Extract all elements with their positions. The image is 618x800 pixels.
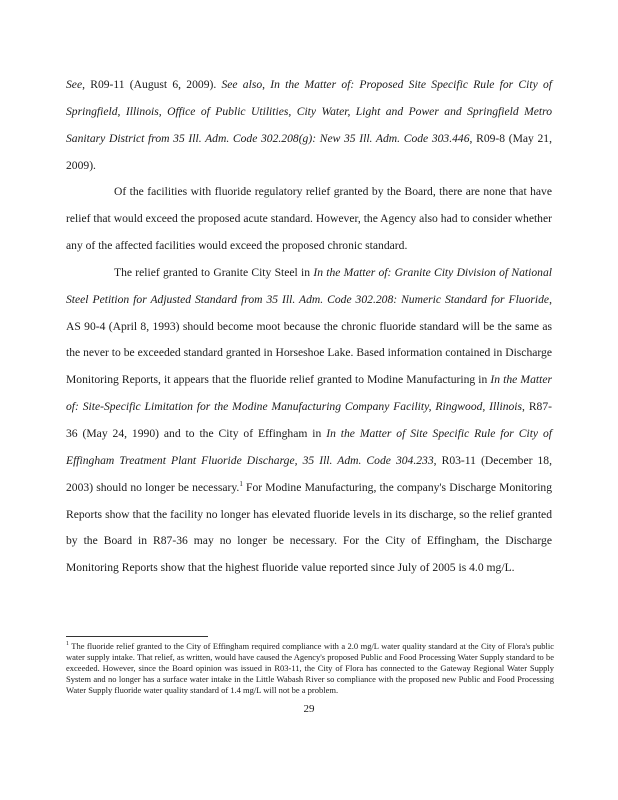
page-number: 29 (303, 703, 315, 715)
footnote (66, 641, 554, 696)
body-text (66, 72, 552, 582)
footnote-marker: 1 (66, 641, 69, 648)
footnote-text: The fluoride relief granted to the City of Effingham required compliance with a 2.0 mg/L water quality standard at the City of Flora's public water supply intake. That relief, as written, would have caused the Agency's proposed Public and Food Processing Water Supply standard to be exceeded. However, since the Board opinion was issued in R03-11, the City of Flora has connected to the Gateway Regional Water Supply System and no longer has a surface water intake in the Little Wabash River so compliance with the proposed new Public and Food Processing Water Supply fluoride water quality standard of 1.4 mg/L will not be a problem. (66, 641, 554, 695)
footnote-divider (66, 636, 208, 637)
paragraph-citation: See, R09-11 (August 6, 2009). See also, In the Matter of: Proposed Site Specific Rule for City of Springfield, Illinois, Office of Public Utilities, City Water, Light and Power and Springfield Metro Sanitary District from 35 Ill. Adm. Code 302.208(g): New 35 Ill. Adm. Code 303.446, R09-8 (May 21, 2009). (66, 78, 552, 172)
paragraph-relief: The relief granted to Granite City Steel in In the Matter of: Granite City Division of National Steel Petition for Adjusted Standard from 35 Ill. Adm. Code 302.208: Numeric Standard for Fluoride, AS 90-4 (April 8, 1993) should become moot because the chronic fluoride standard will be the same as the never to be exceeded standard granted in Horseshoe Lake. Based information contained in Discharge Monitoring Reports, it appears that the fluoride relief granted to Modine Manufacturing in In the Matter of: Site-Specific Limitation for the Modine Manufacturing Company Facility, Ringwood, Illinois, R87-36 (May 24, 1990) and to the City of Effingham in In the Matter of Site Specific Rule for City of Effingham Treatment Plant Fluoride Discharge, 35 Ill. Adm. Code 304.233, R03-11 (December 18, 2003) should no longer be necessary.$^1$ For Modine Manufacturing, the company's Discharge Monitoring Reports show that the facility no longer has elevated fluoride levels in its discharge, so the relief granted by the Board in R87-36 may no longer be necessary. For the City of Effingham, the Discharge Monitoring Reports show that the highest fluoride value reported since July of 2005 is 4.0 mg/L. (66, 265, 553, 575)
paragraph-facilities: Of the facilities with fluoride regulatory relief granted by the Board, there are none that have relief that would exceed the proposed acute standard. However, the Agency also had to consider whether any of the affected facilities would exceed the proposed chronic standard. (66, 185, 552, 253)
footnote-reference[interactable]: 1 (239, 479, 243, 488)
